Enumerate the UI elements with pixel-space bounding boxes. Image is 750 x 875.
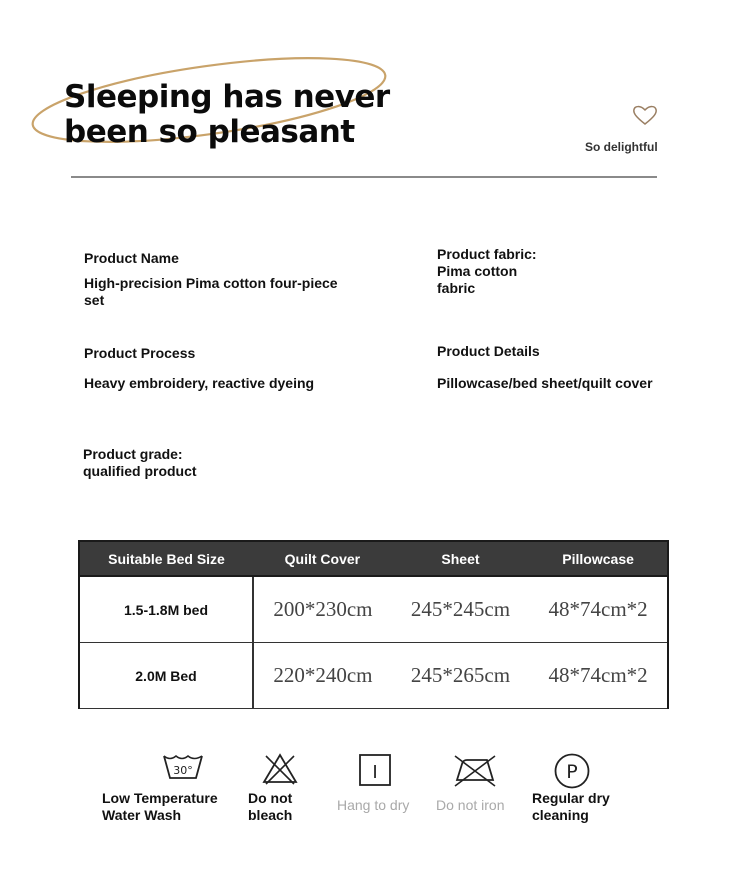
details-label: Product Details — [437, 343, 540, 359]
wash-temp-badge: 30° — [173, 764, 193, 777]
product-name-value: High-precision Pima cotton four-piece set — [84, 275, 338, 308]
hang-dry-icon — [357, 752, 393, 788]
care-item-iron — [436, 752, 504, 814]
no-iron-icon — [451, 752, 499, 788]
care-label-line2: cleaning — [532, 807, 589, 823]
details-value: Pillowcase/bed sheet/quilt cover — [437, 375, 653, 391]
table-row — [79, 643, 668, 709]
header-pillowcase: Pillowcase — [529, 541, 668, 576]
size-table-header — [79, 541, 668, 576]
title-line-1: Sleeping has never — [64, 79, 390, 115]
care-label: Do not iron — [436, 797, 505, 813]
quilt-cover-cell: 220*240cm — [253, 643, 392, 709]
dry-clean-p-icon — [553, 752, 591, 790]
header-bed-size: Suitable Bed Size — [79, 541, 253, 576]
table-row — [79, 576, 668, 643]
fabric-label: Product fabric: — [437, 246, 537, 262]
care-label-line2: Water Wash — [102, 807, 182, 823]
header-quilt-cover: Quilt Cover — [253, 541, 392, 576]
bed-size-cell: 1.5-1.8M bed — [79, 576, 253, 643]
pillowcase-cell: 48*74cm*2 — [529, 576, 668, 643]
fabric-value-line2: fabric — [437, 280, 476, 296]
care-item-bleach — [248, 752, 298, 824]
care-label-line2: bleach — [248, 807, 293, 823]
fabric-value-line1: Pima cotton — [437, 263, 518, 279]
care-item-dry-clean — [532, 752, 610, 824]
pillowcase-cell: 48*74cm*2 — [529, 643, 668, 709]
bed-size-cell: 2.0M Bed — [79, 643, 253, 709]
sheet-cell: 245*245cm — [392, 576, 529, 643]
care-item-hang-dry — [337, 752, 409, 814]
heart-icon — [632, 103, 658, 127]
care-label: Low Temperature — [102, 790, 218, 806]
title-line-2: been so pleasant — [64, 114, 355, 150]
care-item-wash — [102, 752, 218, 824]
grade-label: Product grade: — [83, 446, 183, 462]
care-label: Regular dry — [532, 790, 610, 806]
product-process-field — [84, 345, 314, 392]
tagline: So delightful — [585, 140, 658, 154]
page-title — [64, 80, 390, 150]
product-name-field — [84, 250, 354, 309]
hang-dry-badge: I — [372, 762, 378, 783]
care-label: Do not — [248, 790, 293, 806]
product-fabric-field — [437, 246, 537, 297]
dry-clean-badge: P — [566, 761, 578, 783]
no-bleach-icon — [262, 752, 298, 786]
process-label: Product Process — [84, 345, 196, 361]
product-name-label: Product Name — [84, 250, 179, 266]
product-details-field — [437, 343, 653, 392]
care-label: Hang to dry — [337, 797, 410, 813]
size-table — [78, 540, 669, 709]
header-sheet: Sheet — [392, 541, 529, 576]
product-grade-field — [83, 446, 197, 480]
divider — [71, 176, 657, 178]
quilt-cover-cell: 200*230cm — [253, 576, 392, 643]
grade-value: qualified product — [83, 463, 197, 479]
process-value: Heavy embroidery, reactive dyeing — [84, 375, 315, 391]
wash-30-icon — [162, 752, 204, 782]
sheet-cell: 245*265cm — [392, 643, 529, 709]
